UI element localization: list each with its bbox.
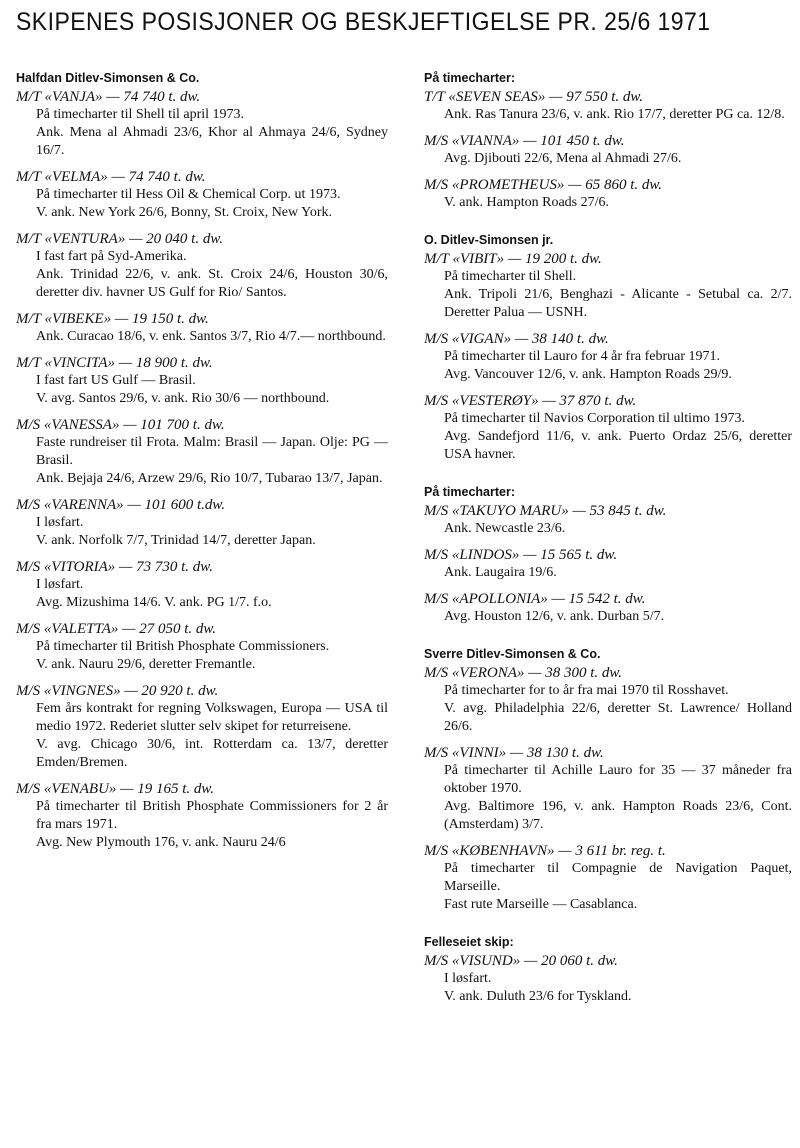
ship-name: M/T «VIBEKE» — 19 150 t. dw.	[16, 311, 209, 327]
ship-detail-line: På timecharter for to år fra mai 1970 til Rosshavet.	[444, 683, 729, 698]
ship-detail-line: V. ank. New York 26/6, Bonny, St. Croix, New York.	[36, 205, 332, 220]
ship-name: M/S «VESTERØY» — 37 870 t. dw.	[424, 393, 637, 409]
ship-entry	[16, 558, 388, 612]
ship-detail-line: I fast fart US Gulf — Brasil.	[36, 373, 196, 388]
page-title: SKIPENES POSISJONER OG BESKJEFTIGELSE PR. 25/6 1971	[16, 8, 711, 36]
ship-entry	[424, 502, 792, 538]
ship-name: M/S «TAKUYO MARU» — 53 845 t. dw.	[424, 503, 667, 519]
ship-entry	[16, 310, 388, 346]
ship-detail-line: Avg. Vancouver 12/6, v. ank. Hampton Roads 29/9.	[444, 367, 732, 382]
ship-detail-line: På timecharter til Compagnie de Navigation Paquet, Marseille.	[444, 861, 792, 894]
ship-detail-line: På timecharter til Shell.	[444, 269, 577, 284]
ship-detail-line: Avg. Baltimore 196, v. ank. Hampton Roads 23/6, Cont. (Amsterdam) 3/7.	[444, 799, 792, 832]
ship-name: M/S «VINNI» — 38 130 t. dw.	[424, 745, 604, 761]
ship-detail-line: På timecharter til British Phosphate Commissioners for 2 år fra mars 1971.	[36, 799, 388, 832]
ship-name: M/S «KØBENHAVN» — 3 611 br. reg. t.	[424, 843, 666, 859]
section-heading: Sverre Ditlev-Simonsen & Co.	[424, 647, 601, 661]
ship-detail-line: Ank. Laugaira 19/6.	[444, 565, 557, 580]
company-section	[16, 70, 388, 852]
ship-detail-line: Fem års kontrakt for regning Volkswagen, Europa — USA til medio 1972. Rederiet slutter selv skipet for returreisene.	[36, 701, 388, 734]
ship-detail-line: I løsfart.	[444, 971, 492, 986]
ship-entry	[424, 546, 792, 582]
ship-entry	[16, 682, 388, 772]
ship-name: M/S «VANESSA» — 101 700 t. dw.	[16, 417, 225, 433]
ship-detail-line: Ank. Trinidad 22/6, v. ank. St. Croix 24/6, Houston 30/6, deretter div. havner US Gulf for Rio/ Santos.	[36, 267, 388, 300]
ship-name: M/T «VENTURA» — 20 040 t. dw.	[16, 231, 223, 247]
right-column	[424, 70, 792, 1026]
ship-detail-line: Ank. Mena al Ahmadi 23/6, Khor al Ahmaya 24/6, Sydney 16/7.	[36, 125, 388, 158]
ship-name: M/S «PROMETHEUS» — 65 860 t. dw.	[424, 177, 663, 193]
section-heading: På timecharter:	[424, 485, 516, 499]
ship-entry	[16, 168, 388, 222]
ship-detail-line: Avg. Houston 12/6, v. ank. Durban 5/7.	[444, 609, 665, 624]
ship-name: M/S «VISUND» — 20 060 t. dw.	[424, 953, 618, 969]
ship-detail-line: Ank. Bejaja 24/6, Arzew 29/6, Rio 10/7, Tubarao 13/7, Japan.	[36, 471, 383, 486]
ship-entry	[16, 780, 388, 852]
company-section	[424, 646, 792, 914]
ship-detail-line: På timecharter til Hess Oil & Chemical Corp. ut 1973.	[36, 187, 341, 202]
company-section	[424, 934, 792, 1006]
left-column	[16, 70, 388, 872]
ship-entry	[424, 664, 792, 736]
ship-detail-line: Faste rundreiser til Frota. Malm: Brasil — Japan. Olje: PG — Brasil.	[36, 435, 388, 468]
ship-name: M/T «VELMA» — 74 740 t. dw.	[16, 169, 206, 185]
section-heading: På timecharter:	[424, 71, 516, 85]
ship-detail-line: V. ank. Nauru 29/6, deretter Fremantle.	[36, 657, 256, 672]
section-heading: Felleseiet skip:	[424, 935, 514, 949]
ship-name: M/S «VITORIA» — 73 730 t. dw.	[16, 559, 213, 575]
ship-name: M/S «VALETTA» — 27 050 t. dw.	[16, 621, 217, 637]
ship-entry	[424, 132, 792, 168]
ship-detail-line: V. avg. Santos 29/6, v. ank. Rio 30/6 — northbound.	[36, 391, 330, 406]
ship-detail-line: V. avg. Philadelphia 22/6, deretter St. Lawrence/ Holland 26/6.	[444, 701, 792, 734]
ship-entry	[16, 416, 388, 488]
ship-detail-line: V. ank. Hampton Roads 27/6.	[444, 195, 610, 210]
ship-name: M/S «VERONA» — 38 300 t. dw.	[424, 665, 623, 681]
ship-entry	[16, 88, 388, 160]
company-section	[424, 232, 792, 464]
ship-name: M/S «VENABU» — 19 165 t. dw.	[16, 781, 215, 797]
section-heading: Halfdan Ditlev-Simonsen & Co.	[16, 71, 200, 85]
company-section	[424, 484, 792, 626]
ship-name: M/T «VANJA» — 74 740 t. dw.	[16, 89, 201, 105]
ship-detail-line: Ank. Ras Tanura 23/6, v. ank. Rio 17/7, deretter PG ca. 12/8.	[444, 107, 785, 122]
ship-entry	[16, 620, 388, 674]
ship-name: M/S «VARENNA» — 101 600 t.dw.	[16, 497, 226, 513]
ship-detail-line: V. ank. Norfolk 7/7, Trinidad 14/7, deretter Japan.	[36, 533, 316, 548]
ship-detail-line: I fast fart på Syd-Amerika.	[36, 249, 187, 264]
ship-name: M/T «VINCITA» — 18 900 t. dw.	[16, 355, 213, 371]
ship-entry	[16, 230, 388, 302]
ship-detail-line: På timecharter til Shell til april 1973.	[36, 107, 245, 122]
ship-entry	[424, 842, 792, 914]
ship-name: M/S «VIGAN» — 38 140 t. dw.	[424, 331, 609, 347]
ship-detail-line: I løsfart.	[36, 577, 84, 592]
company-section	[424, 70, 792, 212]
ship-entry	[16, 496, 388, 550]
ship-name: M/S «APOLLONIA» — 15 542 t. dw.	[424, 591, 646, 607]
ship-detail-line: Ank. Curacao 18/6, v. enk. Santos 3/7, Rio 4/7.— northbound.	[36, 329, 386, 344]
ship-detail-line: På timecharter til Navios Corporation til ultimo 1973.	[444, 411, 745, 426]
ship-name: M/T «VIBIT» — 19 200 t. dw.	[424, 251, 602, 267]
ship-name: M/S «VIANNA» — 101 450 t. dw.	[424, 133, 625, 149]
ship-detail-line: Ank. Tripoli 21/6, Benghazi - Alicante - Setubal ca. 2/7. Deretter Palua — USNH.	[444, 287, 792, 320]
ship-entry	[424, 744, 792, 834]
ship-entry	[424, 952, 792, 1006]
ship-detail-line: V. ank. Duluth 23/6 for Tyskland.	[444, 989, 632, 1004]
ship-detail-line: På timecharter til Achille Lauro for 35 — 37 måneder fra oktober 1970.	[444, 763, 792, 796]
ship-name: M/S «LINDOS» — 15 565 t. dw.	[424, 547, 618, 563]
ship-name: T/T «SEVEN SEAS» — 97 550 t. dw.	[424, 89, 644, 105]
ship-name: M/S «VINGNES» — 20 920 t. dw.	[16, 683, 219, 699]
ship-entry	[16, 354, 388, 408]
ship-detail-line: På timecharter til British Phosphate Commissioners.	[36, 639, 330, 654]
ship-entry	[424, 88, 792, 124]
ship-entry	[424, 330, 792, 384]
ship-detail-line: Avg. New Plymouth 176, v. ank. Nauru 24/6	[36, 835, 286, 850]
ship-detail-line: V. avg. Chicago 30/6, int. Rotterdam ca. 13/7, deretter Emden/Bremen.	[36, 737, 388, 770]
section-heading: O. Ditlev-Simonsen jr.	[424, 233, 554, 247]
ship-detail-line: I løsfart.	[36, 515, 84, 530]
ship-entry	[424, 392, 792, 464]
ship-entry	[424, 250, 792, 322]
ship-entry	[424, 176, 792, 212]
ship-detail-line: På timecharter til Lauro for 4 år fra februar 1971.	[444, 349, 720, 364]
ship-detail-line: Avg. Mizushima 14/6. V. ank. PG 1/7. f.o.	[36, 595, 272, 610]
ship-detail-line: Ank. Newcastle 23/6.	[444, 521, 566, 536]
ship-detail-line: Fast rute Marseille — Casablanca.	[444, 897, 638, 912]
ship-detail-line: Avg. Djibouti 22/6, Mena al Ahmadi 27/6.	[444, 151, 682, 166]
ship-detail-line: Avg. Sandefjord 11/6, v. ank. Puerto Ordaz 25/6, deretter USA havner.	[444, 429, 792, 462]
ship-entry	[424, 590, 792, 626]
